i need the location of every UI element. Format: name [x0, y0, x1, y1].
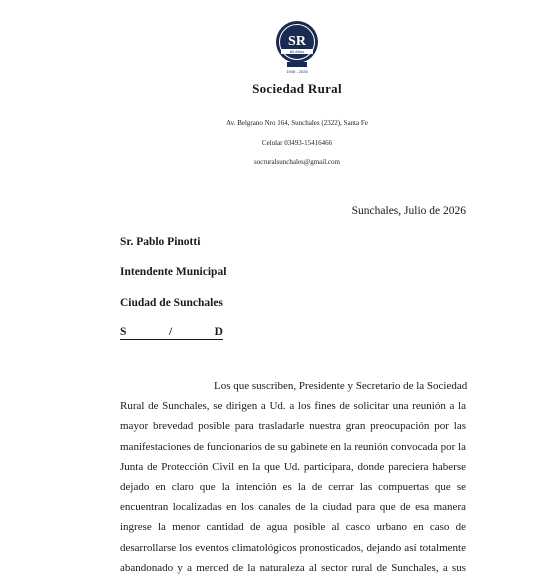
body-line-10: abandonado y a merced de la naturaleza al sector rural de Sunchales, a sus [120, 561, 466, 574]
sd-right: D [214, 326, 223, 338]
logo-dates: 1945 - 2025 [286, 69, 308, 74]
org-email: socruralsunchales@gmail.com [254, 158, 340, 166]
body-line-6: dejado en claro que la intención es la de cerrar las compuertas que se [120, 481, 466, 494]
logo-monogram: SR [288, 34, 306, 49]
org-name: Sociedad Rural [252, 81, 342, 96]
logo-years: 80 Años [289, 49, 305, 54]
sociedad-rural-logo [274, 18, 320, 84]
body-line-2: Rural de Sunchales, se dirigen a Ud. a los fines de solicitar una reunión a la [120, 400, 466, 413]
body-line-4: manifestaciones de funcionarios de su gabinete en la reunión convocada por la [120, 440, 466, 453]
recipient-title: Intendente Municipal [120, 266, 227, 278]
recipient-place: Ciudad de Sunchales [120, 297, 223, 309]
org-phone: Celular 03493-15416466 [261, 139, 333, 147]
recipient-name: Sr. Pablo Pinotti [120, 236, 201, 248]
body-line-9: desarrollarse los eventos climatológicos pronosticados, dejando así totalmente [120, 541, 466, 554]
body-line-1: Los que suscriben, Presidente y Secretario de la Sociedad [214, 380, 468, 392]
org-address: Av. Belgrano Nro 164, Sunchales (2322), Santa Fe [226, 119, 368, 127]
letter-dateline: Sunchales, Julio de 2026 [351, 205, 466, 217]
sd-left: S [120, 326, 127, 338]
body-line-8: ingrese la menor cantidad de agua posible al casco urbano en caso de [120, 521, 466, 534]
letter-body [120, 376, 466, 578]
sd-mid: / [168, 326, 173, 338]
sd-salutation [120, 325, 223, 340]
body-line-5: Junta de Protección Civil en la que Ud. participara, donde pareciera haberse [120, 460, 466, 473]
body-line-3: mayor brevedad posible para trasladarle nuestra gran preocupación por las [120, 420, 466, 433]
body-line-7: encuentran localizadas en los canales de la ciudad para que de esa manera [120, 501, 466, 514]
